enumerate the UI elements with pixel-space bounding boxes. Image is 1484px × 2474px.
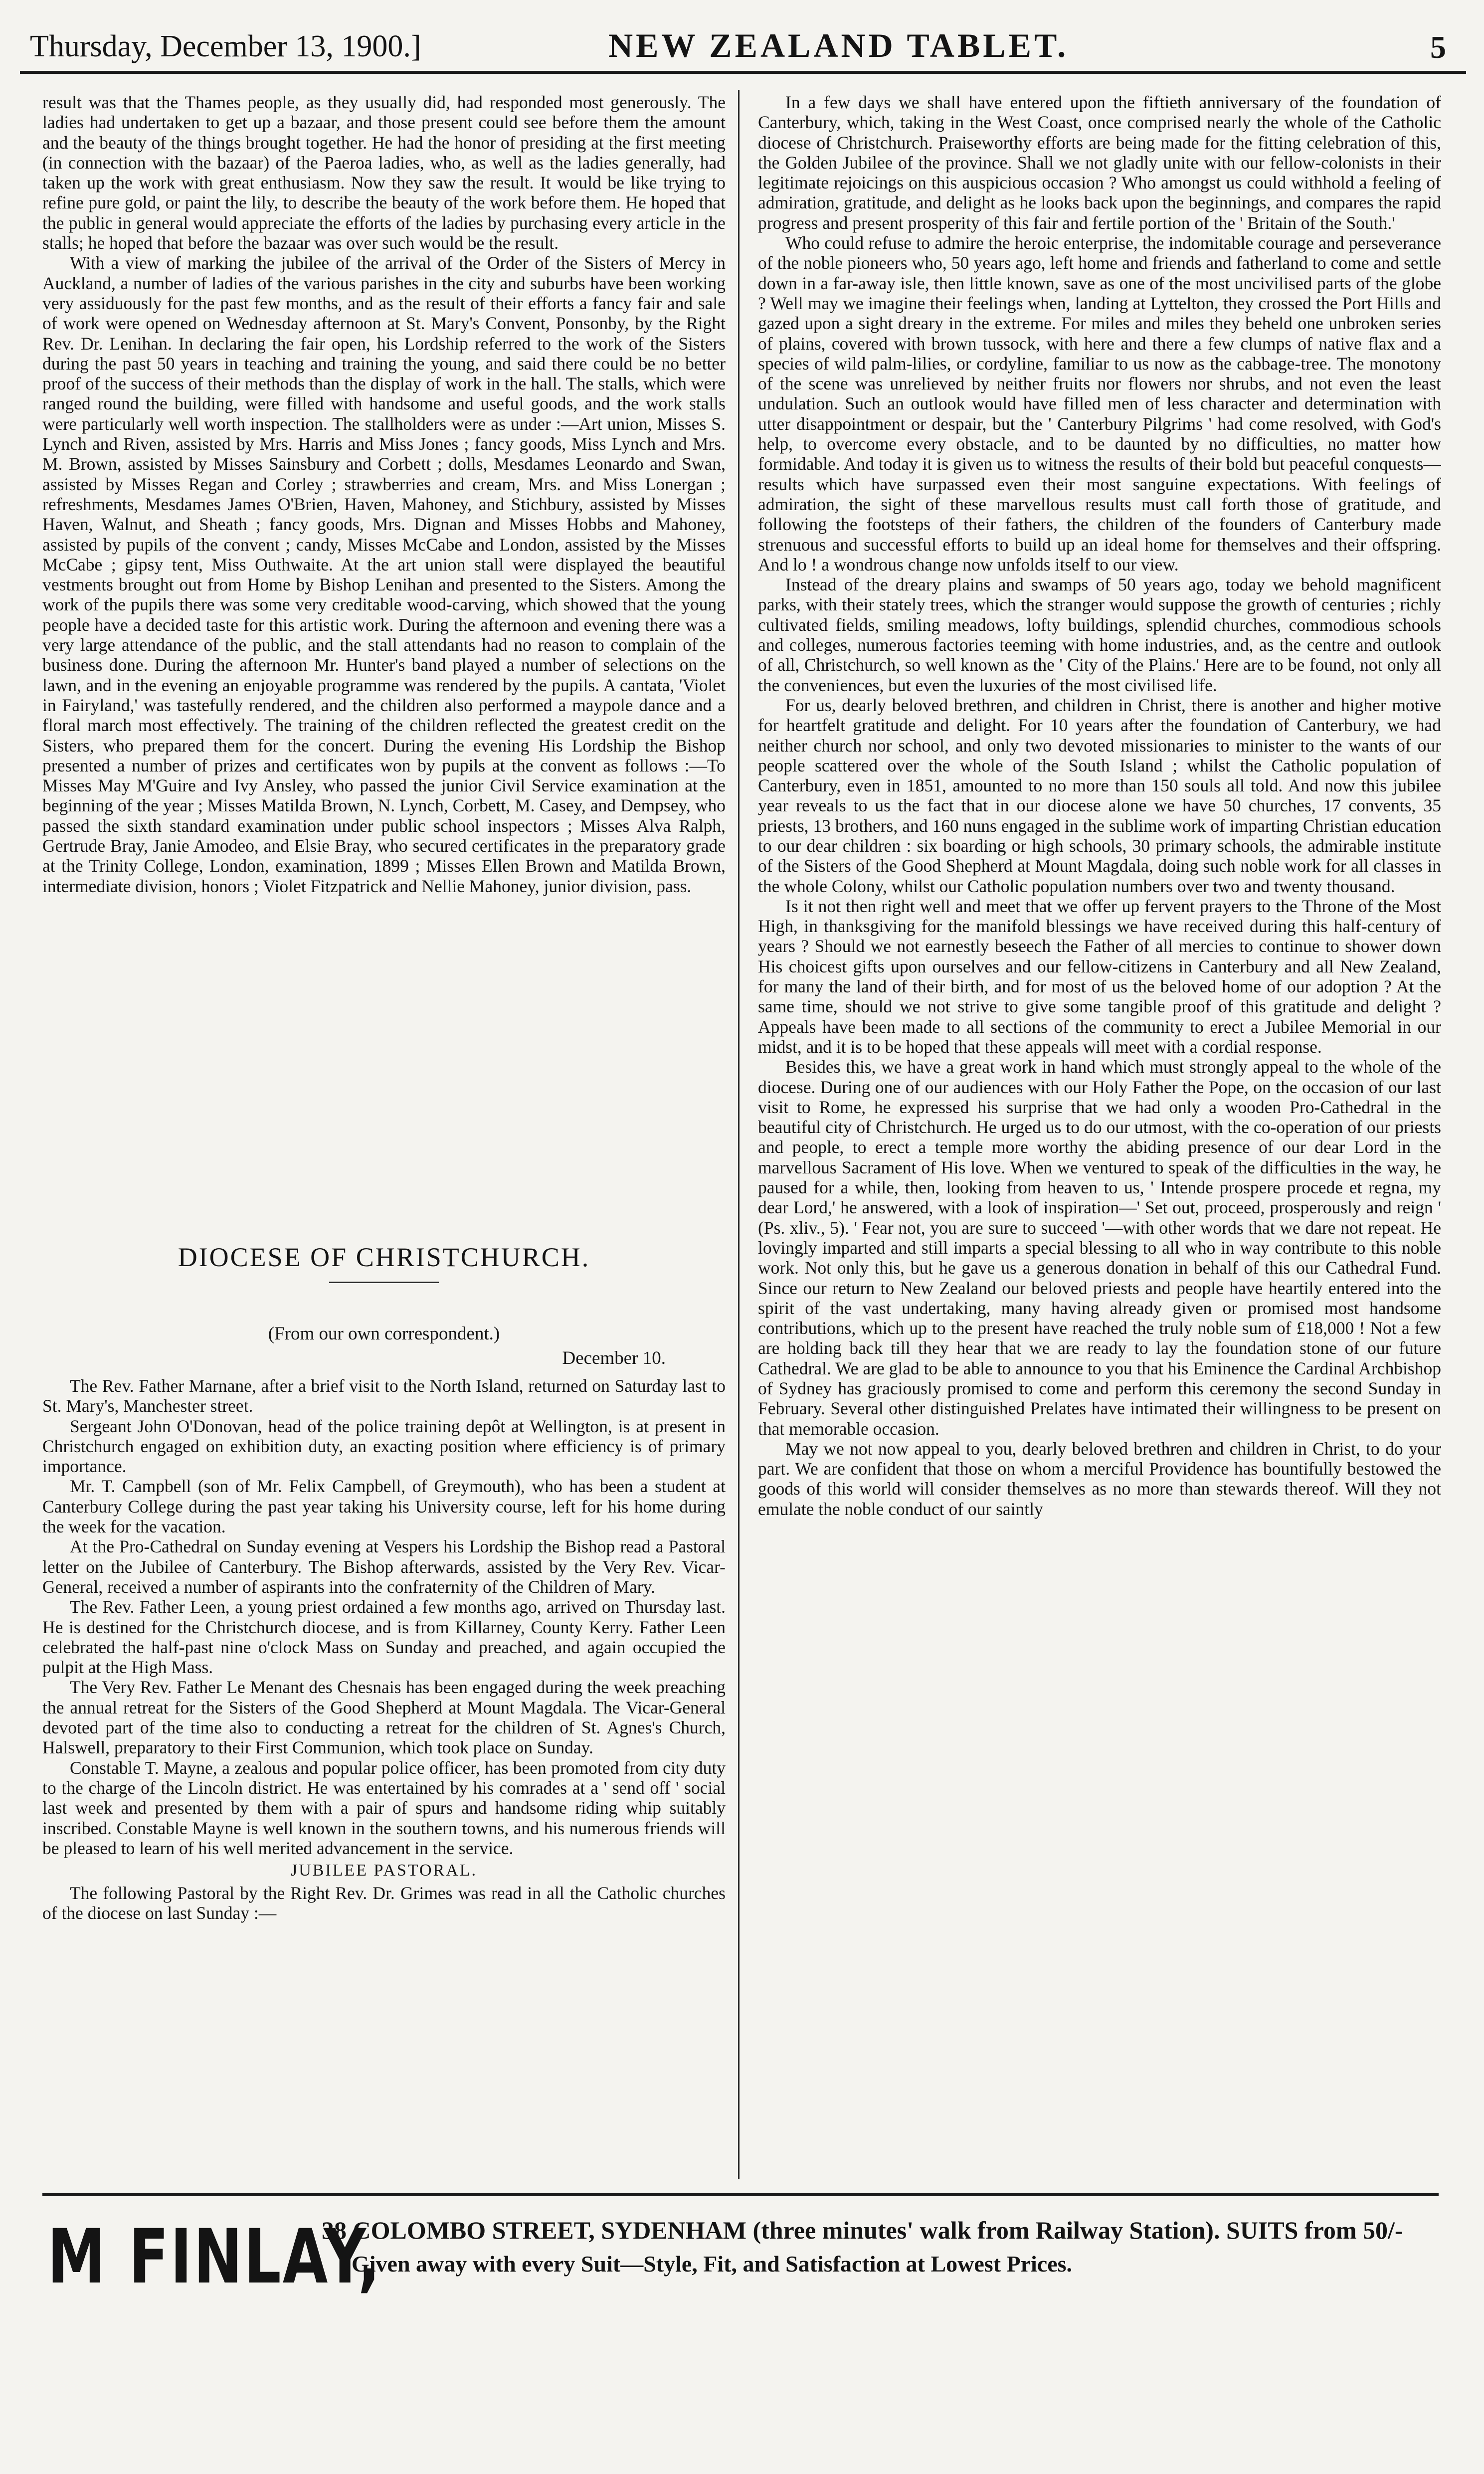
article-paragraph: result was that the Thames people, as they usually did, had responded most generously. The ladies had undertaken to get up a bazaar, and those present could see before them the amount and the beauty of the things brought together. He had the honor of presiding at the first meeting (in connection with the bazaar) of the Paeroa ladies, who, as well as the ladies generally, had taken up the work with great enthusiasm. Now they saw the result. It would be like trying to refine pure gold, or paint the lily, to describe the beauty of the work before them. He hoped that the public in general would appreciate the efforts of the ladies by purchasing every article in the stalls; he hoped that before the bazaar was over such would be the result. bbox=[42, 92, 726, 253]
news-paragraph: The Very Rev. Father Le Menant des Chesnais has been engaged during the week preaching the annual retreat for the Sisters of the Good Shepherd at Mount Magdala. The Vicar-General devoted part of the time also to conducting a retreat for the children of St. Agnes's Church, Halswell, preparatory to their First Communion, which took place on Sunday. bbox=[42, 1677, 726, 1758]
finlay-advertisement bbox=[42, 2207, 1449, 2306]
issue-date: Thursday, December 13, 1900.] bbox=[30, 29, 421, 63]
pastoral-paragraph: Instead of the dreary plains and swamps of 50 years ago, today we behold magnificent parks, with their stately trees, which the stranger would suppose the growth of centuries ; richly cultivated fields, smiling meadows, lofty buildings, splendid churches, commodious schools and colleges, numerous factories teeming with home industries, and, as the centre and outlook of all, Christchurch, so well known as the ' City of the Plains.' Here are to be found, not only all the conveniences, but even the luxuries of the most civilised life. bbox=[758, 574, 1441, 695]
section-heading: DIOCESE OF CHRISTCHURCH. bbox=[178, 1242, 590, 1272]
pastoral-paragraph: May we not now appeal to you, dearly beloved brethren and children in Christ, to do your part. We are confident that those on whom a merciful Providence has bountifully bestowed the goods of this world will consider themselves as no more than stewards thereof. Will they not emulate the noble conduct of our saintly bbox=[758, 1438, 1441, 1519]
pastoral-paragraph: For us, dearly beloved brethren, and children in Christ, there is another and higher motive for heartfelt gratitude and delight. For 10 years after the foundation of Canterbury, we had neither church nor school, and only two devoted missionaries to minister to the wants of our people scattered over the whole of the South Island ; whilst the Catholic population of Canterbury, even in 1851, amounted to no more than 150 souls all told. And now this jubilee year reveals to us the fact that in our diocese alone we have 50 churches, 17 convents, 35 priests, 13 brothers, and 160 nuns engaged in the sublime work of imparting Christian education to our dear children : six boarding or high schools, 30 primary schools, the admirable institute of the Sisters of the Good Shepherd at Mount Magdala, doing such noble work for all classes in the whole Colony, whilst our Catholic population numbers over two and twenty thousand. bbox=[758, 695, 1441, 896]
news-paragraph: Mr. T. Campbell (son of Mr. Felix Campbell, of Greymouth), who has been a student at Canterbury College during the past year taking his University course, left for his home during the week for the vacation. bbox=[42, 1476, 726, 1537]
correspondent-line: (From our own correspondent.) bbox=[268, 1324, 500, 1344]
newspaper-title: NEW ZEALAND TABLET. bbox=[608, 26, 1069, 64]
subheading-jubilee-pastoral: JUBILEE PASTORAL. bbox=[290, 1861, 478, 1880]
header-rule bbox=[20, 71, 1466, 74]
pastoral-intro: The following Pastoral by the Right Rev. Dr. Grimes was read in all the Catholic churches of the diocese on last Sunday :— bbox=[42, 1883, 726, 1923]
right-column bbox=[758, 92, 1441, 2187]
heading-rule bbox=[329, 1282, 439, 1283]
page-number: 5 bbox=[1430, 29, 1446, 65]
news-paragraph: Sergeant John O'Donovan, head of the police training depôt at Wellington, is at present in Christchurch engaged on exhibition duty, an exacting position where efficiency is of primary importance. bbox=[42, 1416, 726, 1477]
article-paragraph: With a view of marking the jubilee of the arrival of the Order of the Sisters of Mercy in Auckland, a number of ladies of the various parishes in the city and suburbs have been working very assiduously for the past few months, and as the result of their efforts a fancy fair and sale of work were opened on Wednesday afternoon at St. Mary's Convent, Ponsonby, by the Right Rev. Dr. Lenihan. In declaring the fair open, his Lordship referred to the work of the Sisters during the past 50 years in teaching and training the young, and said there could be no better proof of the success of their methods than the display of work in the hall. The stalls, which were ranged round the building, were filled with handsome and useful goods, and the work stalls were particularly well worth inspection. The stallholders were as under :—Art union, Misses S. Lynch and Riven, assisted by Mrs. Harris and Miss Jones ; fancy goods, Miss Lynch and Mrs. M. Brown, assisted by Misses Sainsbury and Corbett ; dolls, Mesdames Leonardo and Swan, assisted by Misses Regan and Corley ; strawberries and cream, Mrs. and Miss Lonergan ; refreshments, Mesdames James O'Brien, Haven, Mahoney, and Stichbury, assisted by Misses Haven, Walnut, and Sheath ; fancy goods, Mrs. Dignan and Misses Hobbs and Mahoney, assisted by pupils of the convent ; candy, Misses McCabe and London, assisted by the Misses McCabe ; gipsy tent, Miss Outhwaite. At the art union stall were displayed the beautiful vestments brought out from Home by Bishop Lenihan and presented to the Sisters. Among the work of the pupils there was some very creditable wood-carving, which showed that the young people have a decided taste for this artistic work. During the afternoon and evening there was a very large attendance of the public, and the stall attendants had no reason to complain of the business done. During the afternoon Mr. Hunter's band played a number of selections on the lawn, and in the evening an enjoyable programme was rendered by the pupils. A cantata, 'Violet in Fairyland,' was tastefully rendered, and the children also performed a maypole dance and a floral march most effectively. The training of the children reflected the greatest credit on the Sisters, who prepared them for the concert. During the evening His Lordship the Bishop presented a number of prizes and certificates won by pupils at the convent as follows :—To Misses May M'Guire and Ivy Ansley, who passed the junior Civil Service examination at the beginning of the year ; Misses Matilda Brown, N. Lynch, Corbett, M. Casey, and Dempsey, who passed the sixth standard examination under public school inspectors ; Misses Alva Ralph, Gertrude Bray, Janie Amodeo, and Elsie Bray, who secured certificates in the preparatory grade at the Trinity College, London, examination, 1899 ; Misses Ellen Brown and Matilda Brown, intermediate division, honors ; Violet Fitzpatrick and Nellie Mahoney, junior division, pass. bbox=[42, 253, 726, 896]
news-paragraph: At the Pro-Cathedral on Sunday evening at Vespers his Lordship the Bishop read a Pastoral letter on the Jubilee of Canterbury. The Bishop afterwards, assisted by the Very Rev. Vicar-General, received a number of aspirants into the confraternity of the Children of Mary. bbox=[42, 1536, 726, 1597]
news-paragraph: Constable T. Mayne, a zealous and popular police officer, has been promoted from city duty to the charge of the Lincoln district. He was entertained by his comrades at a ' send off ' social last week and presented by them with a pair of spurs and handsome riding whip suitably inscribed. Constable Mayne is well known in the southern towns, and his numerous friends will be pleased to learn of his well merited advancement in the service. bbox=[42, 1757, 726, 1858]
footer-rule bbox=[42, 2193, 1439, 2196]
diocese-section bbox=[42, 1242, 726, 2187]
left-column bbox=[42, 92, 726, 2187]
column-divider bbox=[738, 90, 740, 2179]
pastoral-paragraph: Besides this, we have a great work in hand which must strongly appeal to the whole of the diocese. During one of our audiences with our Holy Father the Pope, on the occasion of our last visit to Rome, he expressed his surprise that we had only a wooden Pro-Cathedral in the beautiful city of Christchurch. He urged us to do our utmost, with the co-operation of our priests and people, to erect a temple more worthy the abiding presence of our dear Lord in the marvellous Sacrament of His love. When we ventured to speak of the difficulties in the way, he paused for a while, then, looking from heaven to us, ' Intende prospere procede et regna, my dear Lord,' he answered, with a look of inspiration—' Set out, proceed, prosperously and reign ' (Ps. xliv., 5). ' Fear not, you are sure to succeed '—with other words that we dare not repeat. He lovingly imparted and still imparts a special blessing to all who in way contribute to this noble work. Not only this, but he gave us a generous donation in behalf of this our Cathedral Fund. Since our return to New Zealand our beloved priests and people have heartily entered into the spirit of the vast undertaking, many having already given or promised most handsome contributions, which up to the present have reached the truly noble sum of £18,000 ! Not a few are holding back till they hear that we are ready to lay the foundation stone of our future Cathedral. We are glad to be able to announce to you that his Eminence the Cardinal Archbishop of Sydney has graciously promised to come and perform this ceremony the second Sunday in February. Several other distinguished Prelates have intimated their willingness to be present on that memorable occasion. bbox=[758, 1057, 1441, 1439]
advert-tagline: Given away with every Suit—Style, Fit, and Satisfaction at Lowest Prices. bbox=[352, 2251, 1073, 2277]
diocese-news bbox=[42, 1376, 726, 2187]
dateline: December 10. bbox=[562, 1348, 666, 1368]
pastoral-paragraph: Is it not then right well and meet that we offer up fervent prayers to the Throne of the Most High, in thanksgiving for the manifold blessings we have received during this half-century of years ? Should we not earnestly beseech the Father of all mercies to continue to shower down His choicest gifts upon ourselves and our fellow-citizens in Canterbury and all New Zealand, for many the land of their birth, and for most of us the beloved home of our adoption ? At the same time, should we not strive to give some tangible proof of this gratitude and delight ? Appeals have been made to all sections of the community to erect a Jubilee Memorial in our midst, and it is to be hoped that these appeals will meet with a cordial response. bbox=[758, 896, 1441, 1057]
pastoral-paragraph: In a few days we shall have entered upon the fiftieth anniversary of the foundation of Canterbury, which, taking in the West Coast, once comprised nearly the whole of the Catholic diocese of Christchurch. Praiseworthy efforts are being made for the fitting celebration of this, the Golden Jubilee of the province. Shall we not gladly unite with our fellow-colonists in their legitimate rejoicings on this auspicious occasion ? Who amongst us could withhold a feeling of admiration, gratitude, and delight as he looks back upon the beginnings, and compares the rapid progress and present prosperity of this fair and fertile portion of the ' Britain of the South.' bbox=[758, 92, 1441, 233]
masthead bbox=[30, 14, 1461, 74]
advertiser-name: M FINLAY, bbox=[47, 2214, 382, 2300]
bazaar-article bbox=[42, 92, 726, 1182]
advert-address: 38 COLOMBO STREET, SYDENHAM (three minutes' walk from Railway Station). SUITS from 50/- bbox=[322, 2216, 1403, 2244]
news-paragraph: The Rev. Father Leen, a young priest ordained a few months ago, arrived on Thursday last. He is destined for the Christchurch diocese, and is from Killarney, County Kerry. Father Leen celebrated the half-past nine o'clock Mass on Sunday and preached, and again occupied the pulpit at the High Mass. bbox=[42, 1597, 726, 1678]
news-paragraph: The Rev. Father Marnane, after a brief visit to the North Island, returned on Saturday last to St. Mary's, Manchester street. bbox=[42, 1376, 726, 1416]
pastoral-paragraph: Who could refuse to admire the heroic enterprise, the indomitable courage and perseverance of the noble pioneers who, 50 years ago, left home and friends and fatherland to come and settle down in a far-away isle, then little known, save as one of the most uncivilised parts of the globe ? Well may we imagine their feelings when, landing at Lyttelton, they crossed the Port Hills and gazed upon a sight dreary in the extreme. For miles and miles they beheld one unbroken series of plains, covered with brown tussock, with here and there a few clumps of native flax and a species of wild palm-lilies, or cordyline, familiar to us now as the cabbage-tree. The monotony of the scene was unrelieved by neither fruits nor flowers nor shrubs, and not even the least undulation. Such an outlook would have filled men of less character and determination with utter disappointment or despair, but the ' Canterbury Pilgrims ' had come resolved, with God's help, to overcome every obstacle, and to be daunted by no difficulties, no matter how formidable. And today it is given us to witness the results of their bold but peaceful conquests—results which have surpassed even their most sanguine expectations. With feelings of admiration, the sight of these marvellous results must call forth those of gratitude, and following the footsteps of their fathers, the children of the founders of Canterbury made strenuous and successful efforts to build up an ideal home for themselves and their offspring. And lo ! a wondrous change now unfolds itself to our view. bbox=[758, 233, 1441, 574]
